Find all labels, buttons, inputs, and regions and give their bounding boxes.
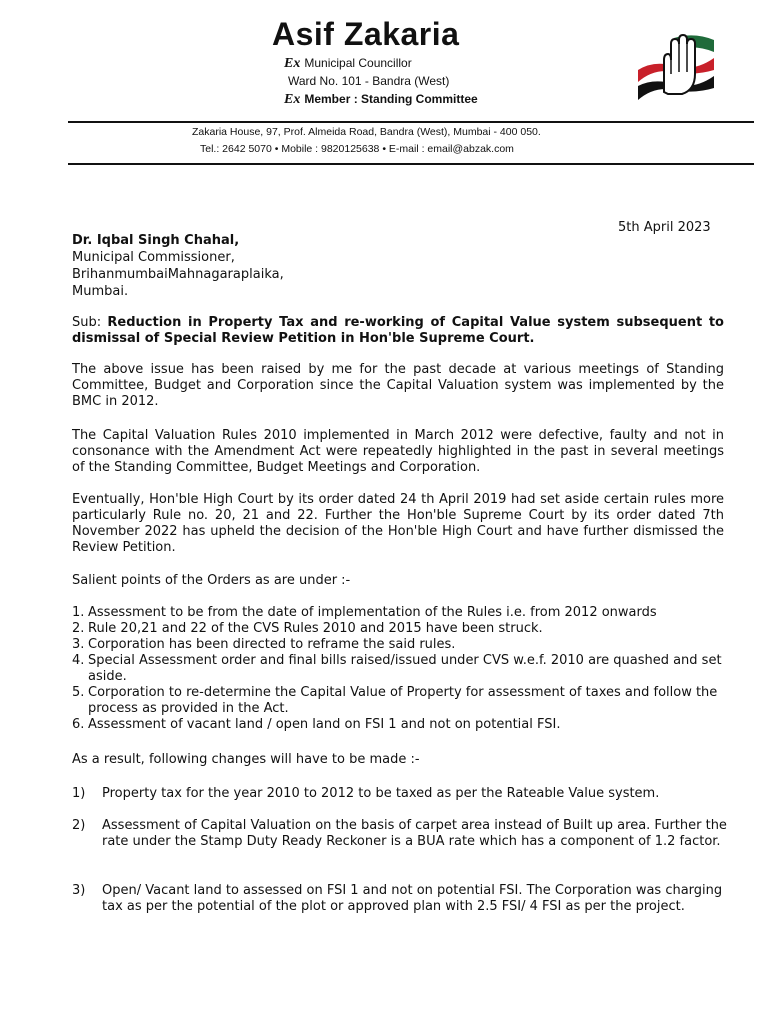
list-item-text: Assessment of vacant land / open land on FSI 1 and not on potential FSI. xyxy=(88,717,561,732)
recipient-organisation: BrihanmumbaiMahnagaraplaika, xyxy=(72,267,284,282)
recipient-city: Mumbai. xyxy=(72,284,129,299)
list-item-number: 2. xyxy=(72,621,85,636)
change-item xyxy=(72,818,732,850)
list-item-text: Rule 20,21 and 22 of the CVS Rules 2010 and 2015 have been struck. xyxy=(88,621,543,636)
change-item xyxy=(72,786,732,802)
paragraph: The Capital Valuation Rules 2010 implemented in March 2012 were defective, faulty and not in consonance with the Amendment Act were repeatedly highlighted in the past in several meetings of the Standing Committee, Budget Meetings and Corporation. xyxy=(72,428,724,475)
recipient-name: Dr. Iqbal Singh Chahal, xyxy=(72,233,240,248)
list-item-text: Corporation to re-determine the Capital Value of Property for assessment of taxes and follow the process as provided in the Act. xyxy=(88,685,718,716)
list-item-number: 5. xyxy=(72,685,85,700)
paragraph: The above issue has been raised by me for the past decade at various meetings of Standing Committee, Budget and Corporation since the Capital Valuation system was implemented by the BMC in 2012. xyxy=(72,362,724,409)
change-number: 3) xyxy=(72,883,86,898)
letterhead-address: Zakaria House, 97, Prof. Almeida Road, Bandra (West), Mumbai - 400 050. xyxy=(192,126,541,138)
letterhead-divider-bottom xyxy=(68,163,754,165)
list-item xyxy=(72,605,732,621)
letterhead-divider-top xyxy=(68,121,754,123)
party-hand-logo xyxy=(634,30,716,104)
paragraph: Eventually, Hon'ble High Court by its order dated 24 th April 2019 had set aside certain rules more particularly Rule no. 20, 21 and 22. Further the Hon'ble Supreme Court by its order dated 7th November 2022 has upheld the decision of the Hon'ble High Court and have further dismissed the Review Petition. xyxy=(72,492,724,555)
list-item xyxy=(72,653,732,685)
list-item-text: Corporation has been directed to reframe the said rules. xyxy=(88,637,456,652)
list-item-number: 1. xyxy=(72,605,85,620)
subject-text: Reduction in Property Tax and re-working of Capital Value system subsequent to dismissal of Special Review Petition in Hon'ble Supreme Court. xyxy=(72,315,724,346)
list-item xyxy=(72,637,732,653)
letterhead-title-text: Municipal Councillor xyxy=(304,56,412,70)
letterhead-committee xyxy=(284,92,478,108)
change-item xyxy=(72,883,732,915)
letterhead-title xyxy=(284,56,412,72)
list-item xyxy=(72,717,732,733)
letter-date: 5th April 2023 xyxy=(618,220,711,235)
list-item xyxy=(72,621,732,637)
subject-line xyxy=(72,315,724,347)
change-text: Property tax for the year 2010 to 2012 to be taxed as per the Rateable Value system. xyxy=(102,786,660,801)
list-item-number: 6. xyxy=(72,717,85,732)
letterhead-committee-text: Member : Standing Committee xyxy=(304,92,478,106)
ex-prefix: Ex xyxy=(284,92,301,107)
subject-prefix: Sub: xyxy=(72,315,102,330)
change-number: 2) xyxy=(72,818,86,833)
list-item-number: 4. xyxy=(72,653,85,668)
change-number: 1) xyxy=(72,786,86,801)
letterhead-name: Asif Zakaria xyxy=(272,16,460,52)
change-text: Open/ Vacant land to assessed on FSI 1 and not on potential FSI. The Corporation was charging tax as per the potential of the plot or approved plan with 2.5 FSI/ 4 FSI as per the project. xyxy=(102,883,723,914)
list-item xyxy=(72,685,732,717)
letterhead-ward: Ward No. 101 - Bandra (West) xyxy=(288,74,450,88)
recipient-block xyxy=(72,232,284,300)
salient-points-intro: Salient points of the Orders as are under :- xyxy=(72,573,351,588)
list-item-text: Special Assessment order and final bills raised/issued under CVS w.e.f. 2010 are quashed and set aside. xyxy=(88,653,722,684)
ex-prefix: Ex xyxy=(284,56,301,71)
changes-intro: As a result, following changes will have to be made :- xyxy=(72,752,420,767)
list-item-text: Assessment to be from the date of implementation of the Rules i.e. from 2012 onwards xyxy=(88,605,657,620)
letterhead-contact: Tel.: 2642 5070 • Mobile : 9820125638 • E-mail : email@abzak.com xyxy=(200,143,514,155)
list-item-number: 3. xyxy=(72,637,85,652)
change-text: Assessment of Capital Valuation on the basis of carpet area instead of Built up area. Further the rate under the Stamp Duty Ready Reckoner is a BUA rate which has a component of 1.2 factor. xyxy=(102,818,727,849)
recipient-designation: Municipal Commissioner, xyxy=(72,250,235,265)
salient-points-list xyxy=(72,605,732,733)
